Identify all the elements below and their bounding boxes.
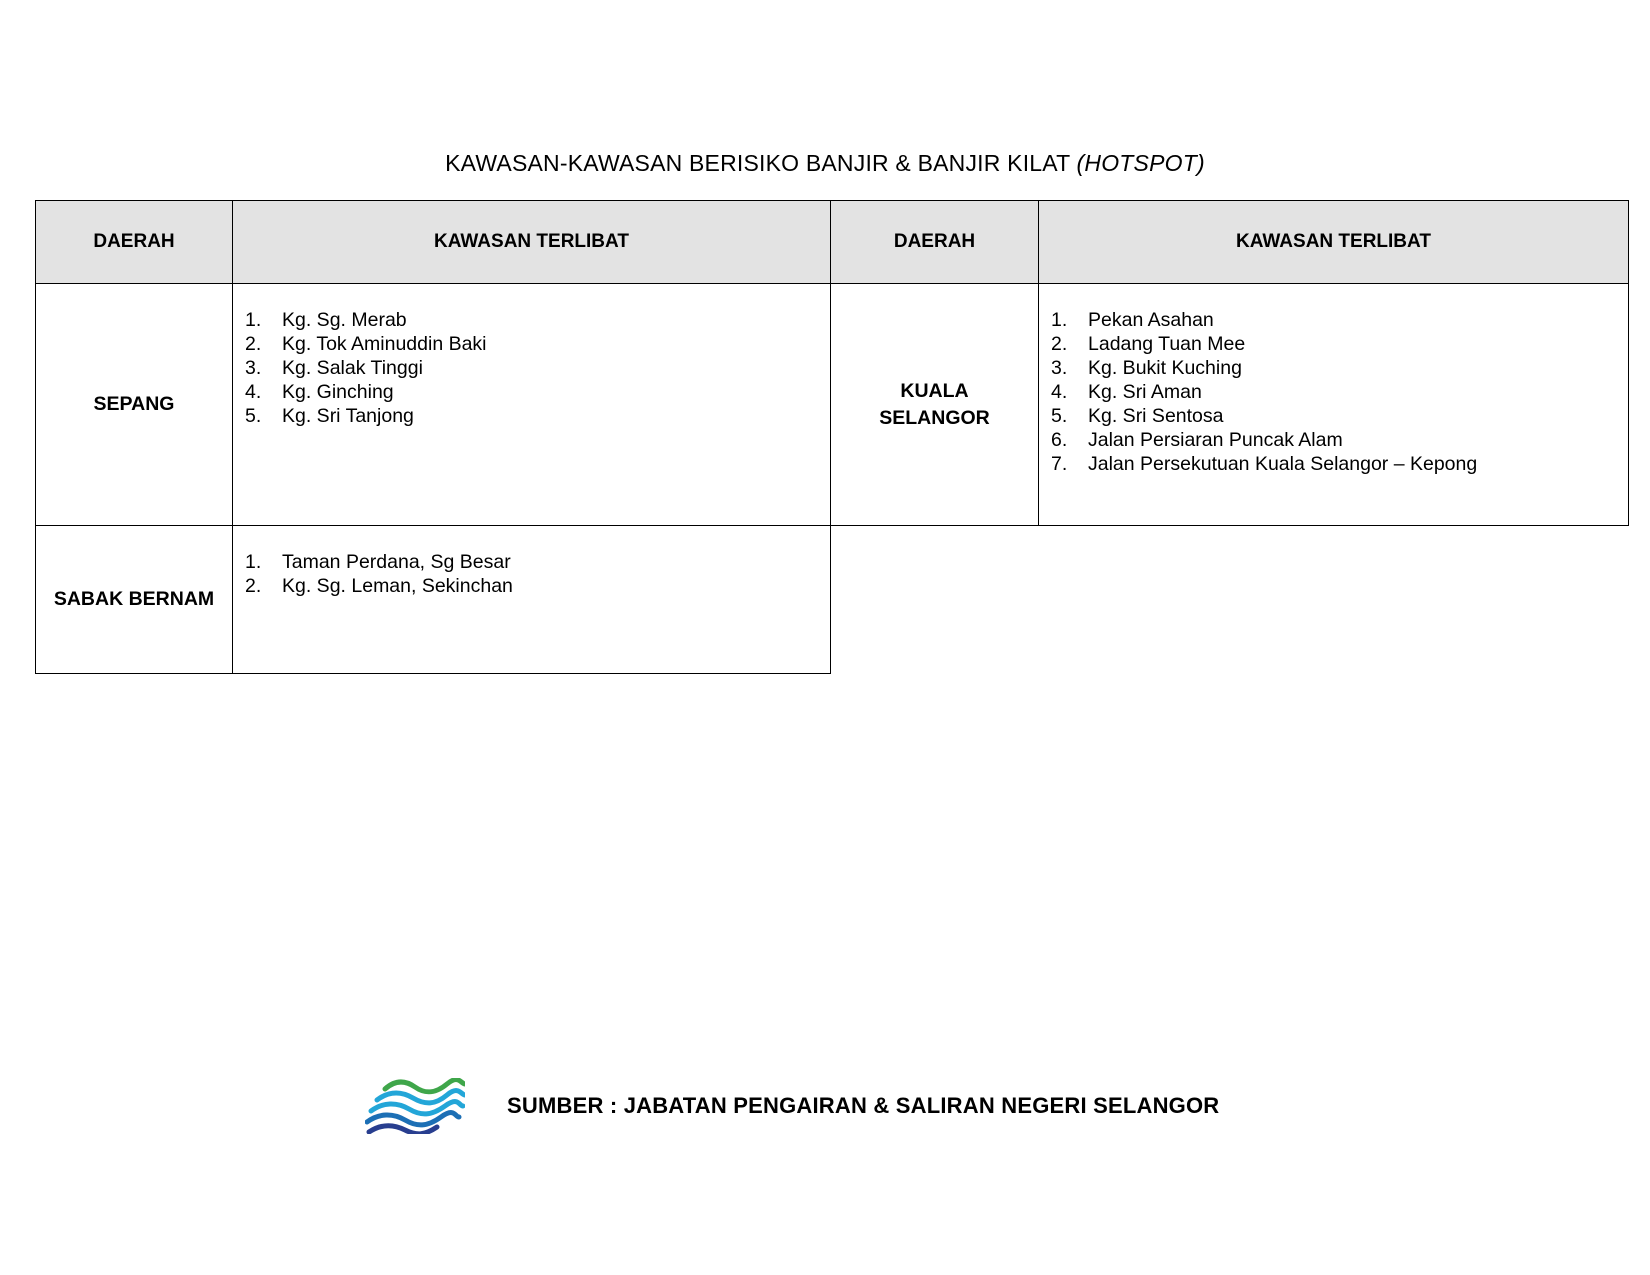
- list-item-label: Kg. Sri Tanjong: [282, 405, 414, 427]
- footer: [365, 1078, 1219, 1134]
- list-item-label: Pekan Asahan: [1088, 309, 1214, 331]
- list-item: [245, 404, 830, 428]
- areas-sabak-bernam: [233, 526, 831, 674]
- list-item-label: Kg. Sg. Merab: [282, 309, 407, 331]
- source-text: SUMBER : JABATAN PENGAIRAN & SALIRAN NEGERI SELANGOR: [507, 1093, 1220, 1118]
- wave-logo-icon: [365, 1078, 465, 1134]
- list-item-label: Jalan Persekutuan Kuala Selangor – Kepong: [1088, 453, 1478, 475]
- list-item-label: Kg. Salak Tinggi: [282, 357, 423, 379]
- list-item: [245, 332, 830, 356]
- region-kuala-selangor-label: KUALA SELANGOR: [879, 379, 990, 429]
- list-item-number: 1.: [245, 309, 262, 331]
- list-item-label: Taman Perdana, Sg Besar: [282, 551, 511, 573]
- list-item-number: 5.: [245, 405, 262, 427]
- header-kawasan-1: KAWASAN TERLIBAT: [233, 201, 831, 284]
- empty-cell: [1039, 526, 1629, 674]
- list-item-number: 4.: [245, 381, 262, 403]
- list-item: [1051, 308, 1628, 332]
- area-list-sepang: [245, 308, 830, 428]
- header-kawasan-2: KAWASAN TERLIBAT: [1039, 201, 1629, 284]
- list-item-label: Jalan Persiaran Puncak Alam: [1088, 429, 1343, 451]
- title-emphasis: (HOTSPOT): [1076, 150, 1205, 176]
- table-row: [36, 526, 1629, 674]
- empty-cell: [831, 526, 1039, 674]
- list-item-number: 5.: [1051, 405, 1068, 427]
- list-item: [245, 308, 830, 332]
- list-item-number: 3.: [1051, 357, 1068, 379]
- title-main: KAWASAN-KAWASAN BERISIKO BANJIR & BANJIR KILAT: [445, 150, 1070, 176]
- list-item-label: Ladang Tuan Mee: [1088, 333, 1246, 355]
- table-header-row: [36, 201, 1629, 284]
- header-daerah-1: DAERAH: [36, 201, 233, 284]
- list-item: [1051, 404, 1628, 428]
- list-item: [245, 356, 830, 380]
- list-item: [245, 574, 830, 598]
- list-item: [1051, 428, 1628, 452]
- list-item: [1051, 452, 1628, 476]
- list-item: [1051, 332, 1628, 356]
- areas-kuala-selangor: [1039, 284, 1629, 526]
- list-item-number: 1.: [1051, 309, 1068, 331]
- list-item: [1051, 356, 1628, 380]
- region-kuala-selangor: [831, 284, 1039, 526]
- table-row: [36, 284, 1629, 526]
- list-item-number: 6.: [1051, 429, 1068, 451]
- region-sepang: SEPANG: [36, 284, 233, 526]
- list-item: [245, 550, 830, 574]
- list-item: [245, 380, 830, 404]
- list-item-label: Kg. Sg. Leman, Sekinchan: [282, 575, 513, 597]
- list-item-number: 2.: [1051, 333, 1068, 355]
- page-title: [0, 150, 1650, 177]
- list-item-number: 2.: [245, 575, 262, 597]
- list-item-label: Kg. Bukit Kuching: [1088, 357, 1242, 379]
- list-item-number: 7.: [1051, 453, 1068, 475]
- list-item-label: Kg. Tok Aminuddin Baki: [282, 333, 487, 355]
- header-daerah-2: DAERAH: [831, 201, 1039, 284]
- list-item: [1051, 380, 1628, 404]
- region-sabak-bernam: SABAK BERNAM: [36, 526, 233, 674]
- list-item-number: 1.: [245, 551, 262, 573]
- area-list-kuala-selangor: [1051, 308, 1628, 476]
- area-list-sabak-bernam: [245, 550, 830, 598]
- list-item-number: 2.: [245, 333, 262, 355]
- areas-sepang: [233, 284, 831, 526]
- list-item-label: Kg. Ginching: [282, 381, 394, 403]
- list-item-number: 4.: [1051, 381, 1068, 403]
- hotspot-table: [35, 200, 1629, 674]
- list-item-number: 3.: [245, 357, 262, 379]
- list-item-label: Kg. Sri Sentosa: [1088, 405, 1224, 427]
- list-item-label: Kg. Sri Aman: [1088, 381, 1202, 403]
